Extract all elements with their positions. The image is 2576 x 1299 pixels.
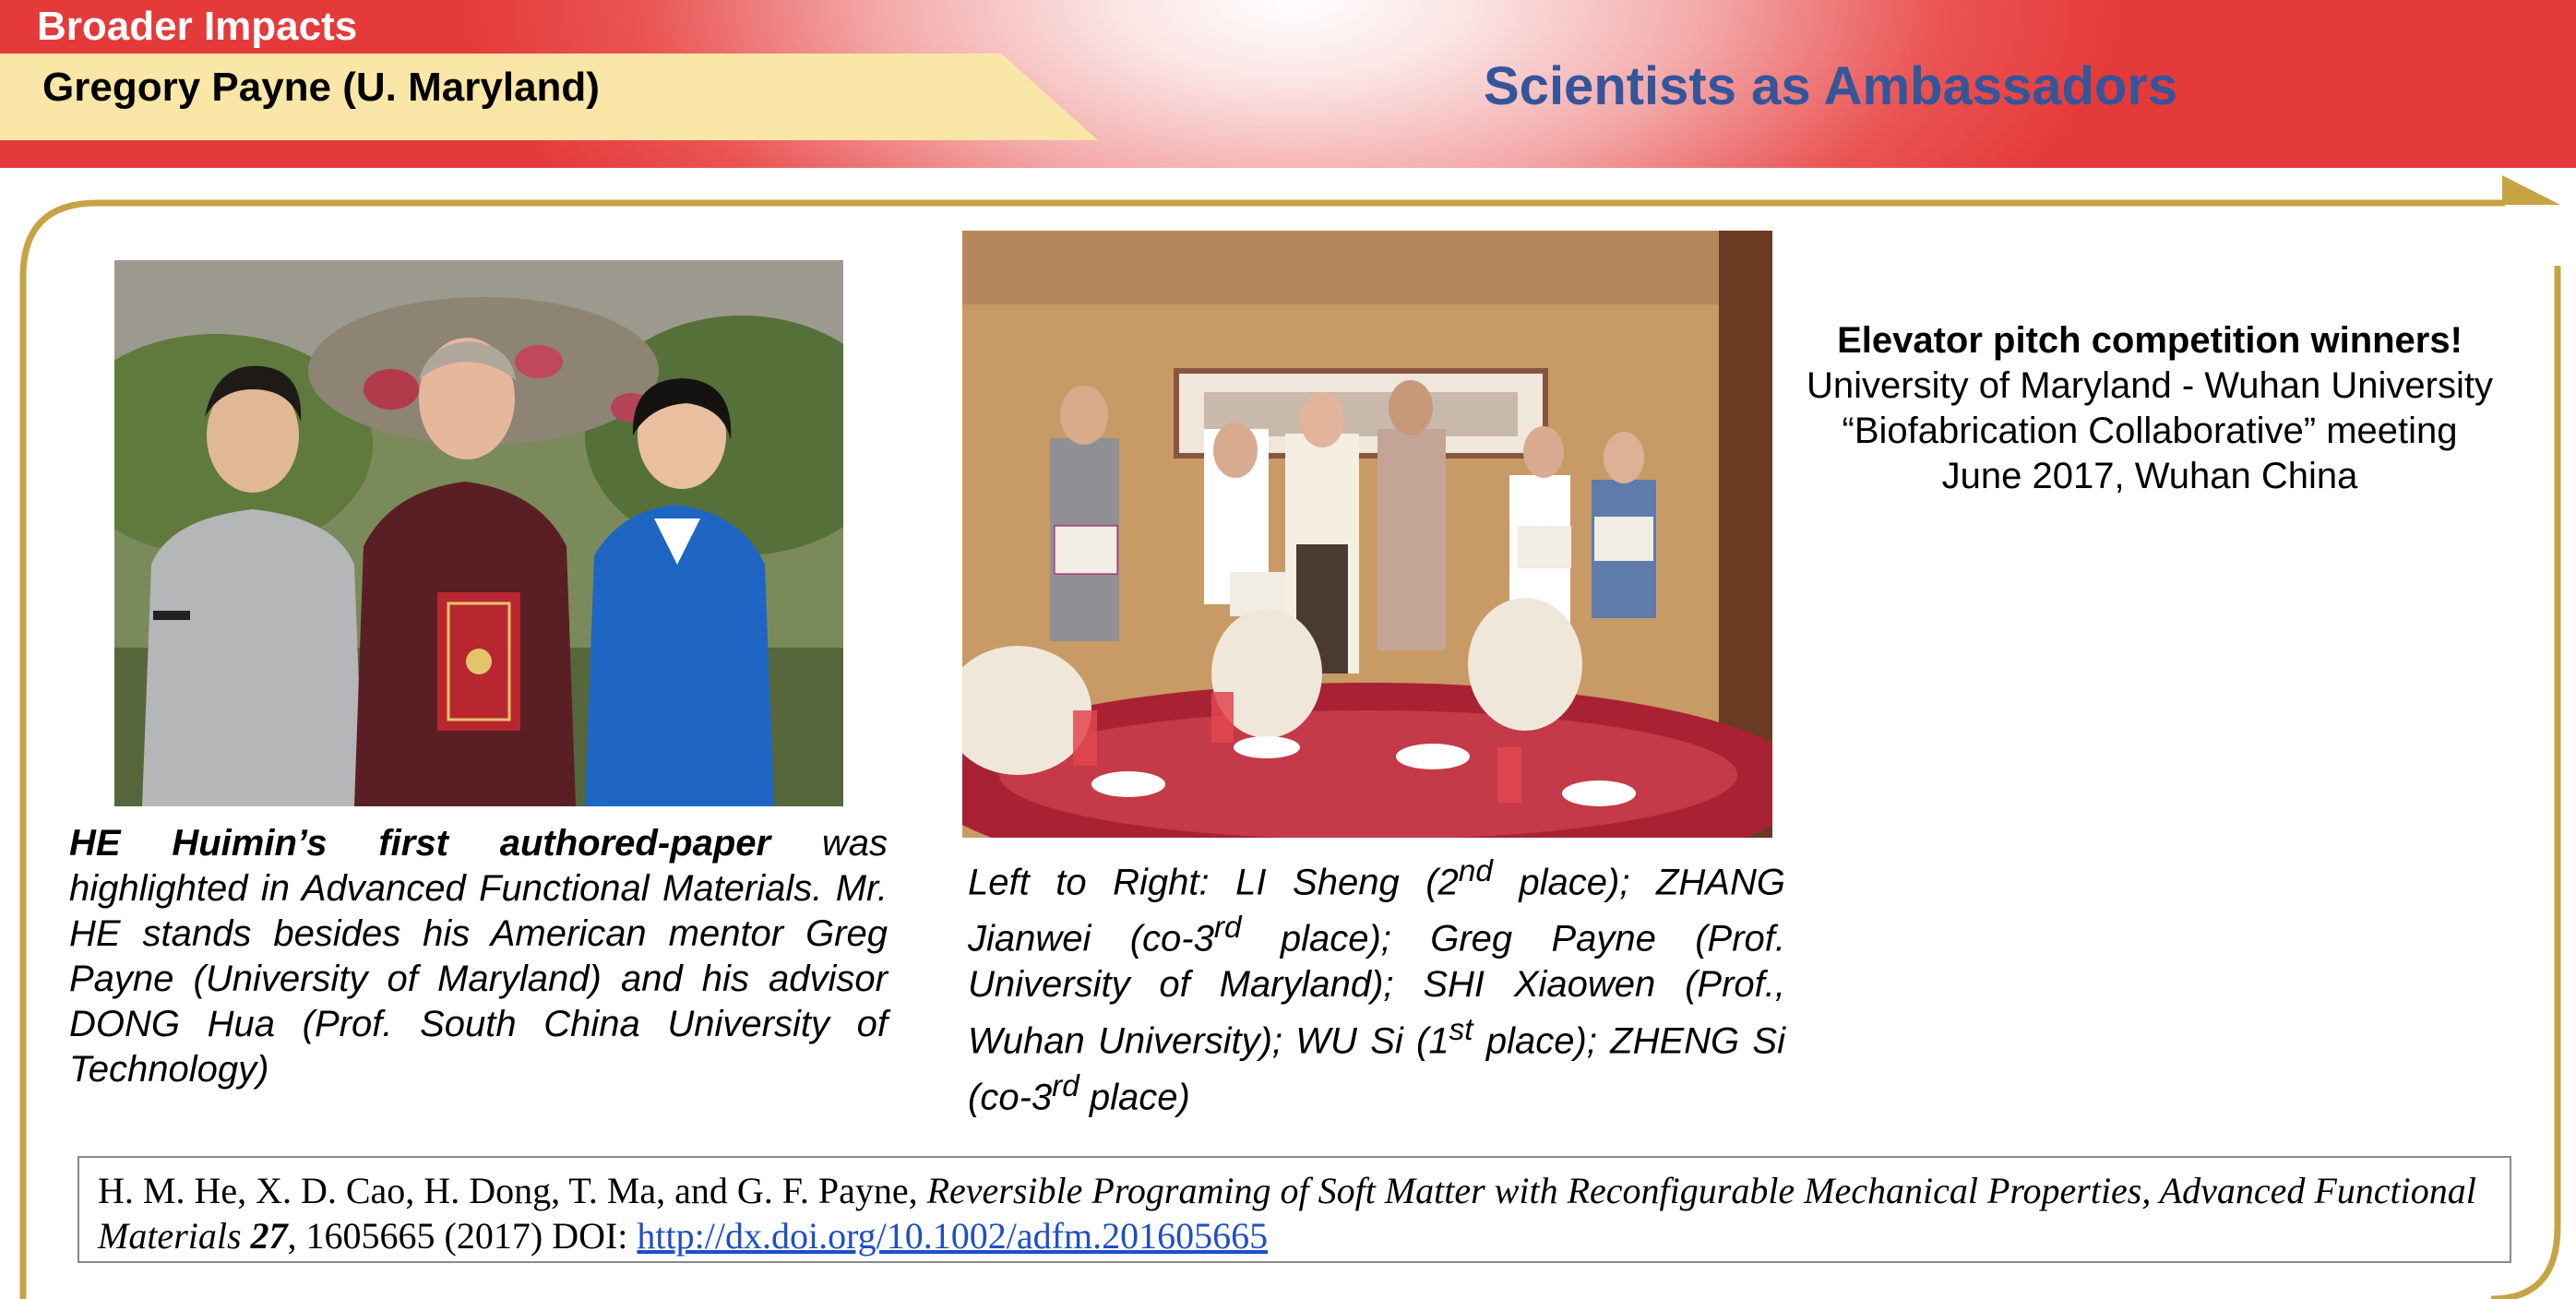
caption1-rest: was highlighted in Advanced Functional Materials. Mr. HE stands besides his American mentor Greg Payne (University of Maryland) and his advisor DONG Hua (Prof. South China University of Technology) <box>69 823 888 1090</box>
citation-title: Reversible Programing of Soft Matter with Reconfigurable Mechanical Properties, Advanced Functional Materials <box>98 1170 2476 1257</box>
citation-volume: 27 <box>250 1215 288 1257</box>
caption2-sup2: rd <box>1213 911 1242 946</box>
event-info-title: Elevator pitch competition winners! <box>1837 320 2463 361</box>
doi-link[interactable]: http://dx.doi.org/10.1002/adfm.201605665 <box>637 1215 1269 1257</box>
caption1-lead: HE Huimin’s first authored-paper <box>69 823 771 864</box>
citation-details: , 1605665 (2017) DOI: <box>287 1215 638 1257</box>
photo-he-payne-dong <box>114 260 843 806</box>
event-info-line1: University of Maryland - Wuhan University <box>1807 365 2493 406</box>
caption2-sup1: nd <box>1458 854 1493 888</box>
author-name: Gregory Payne (U. Maryland) <box>42 65 600 110</box>
section-label: Broader Impacts <box>37 4 358 49</box>
citation-authors: H. M. He, X. D. Cao, H. Dong, T. Ma, and G. F. Payne, <box>98 1170 927 1211</box>
caption2-part1: Left to Right: LI Sheng (2 <box>968 862 1459 903</box>
photo2-caption <box>968 849 1785 1120</box>
caption2-part5: place) <box>1079 1077 1190 1118</box>
caption2-part2: place); ZHANG Jianwei (co-3 <box>968 862 1785 959</box>
caption2-sup4: rd <box>1052 1068 1079 1103</box>
event-info-line3: June 2017, Wuhan China <box>1941 456 2358 496</box>
caption2-sup3: st <box>1449 1012 1473 1047</box>
photo-competition-winners <box>962 231 1772 838</box>
event-info-line2: “Biofabrication Collaborative” meeting <box>1842 411 2458 451</box>
event-info <box>1781 318 2519 499</box>
citation-box <box>78 1156 2511 1263</box>
caption2-part4: place); ZHENG Si (co-3 <box>968 1019 1786 1118</box>
slide-title: Scientists as Ambassadors <box>1484 56 2178 116</box>
photo1-caption <box>69 821 888 1092</box>
caption2-part3: place); Greg Payne (Prof. University of Maryland); SHI Xiaowen (Prof., Wuhan University); WU Si (1 <box>968 918 1785 1061</box>
